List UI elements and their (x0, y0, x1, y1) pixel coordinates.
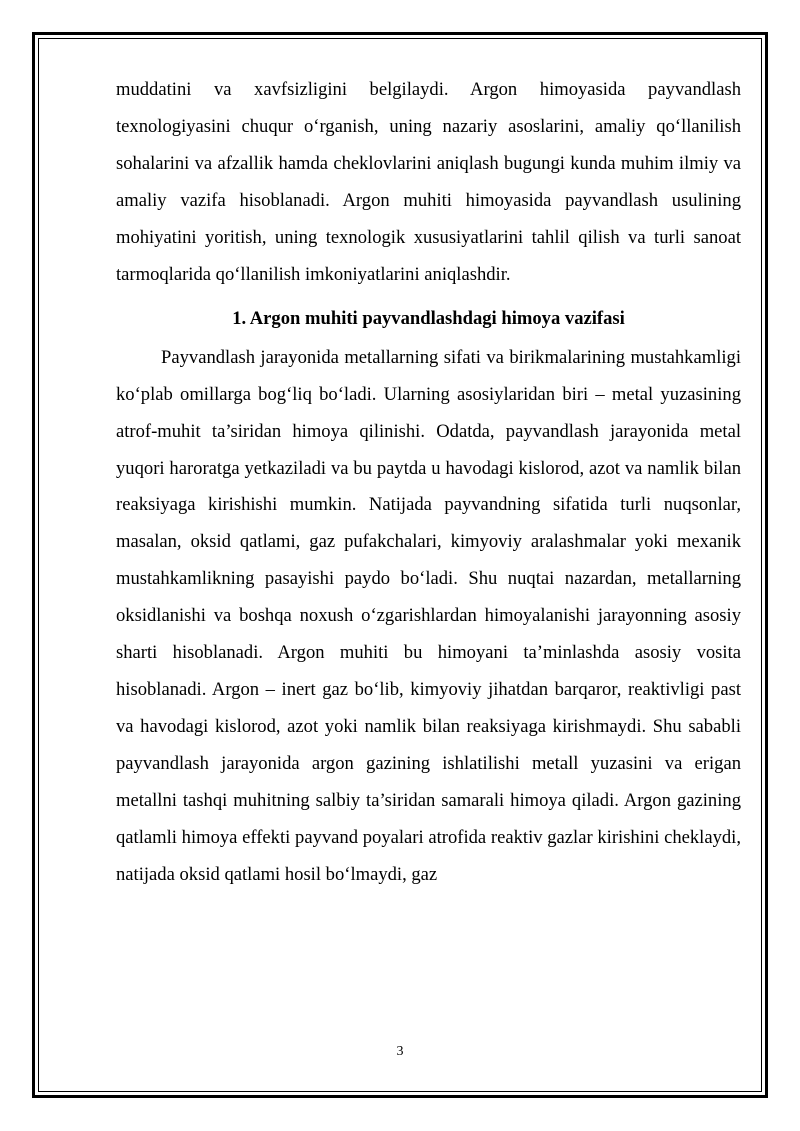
document-body (116, 72, 741, 894)
paragraph-section-1: Payvandlash jarayonida metallarning sifati va birikmalarining mustahkamligi ko‘plab omillarga bog‘liq bo‘ladi. Ularning asosiylaridan biri – metal yuzasining atrof-muhit ta’siridan himoya qilinishi. Odatda, payvandlash jarayonida metal yuqori haroratga yetkaziladi va bu paytda u havodagi kislorod, azot va namlik bilan reaksiyaga kirishishi mumkin. Natijada payvandning sifatida turli nuqsonlar, masalan, oksid qatlami, gaz pufakchalari, kimyoviy aralashmalar yoki mexanik mustahkamlikning pasayishi paydo bo‘ladi. Shu nuqtai nazardan, metallarning oksidlanishi va boshqa noxush o‘zgarishlardan himoyalanishi jarayonning asosiy sharti hisoblanadi. Argon muhiti bu himoyani ta’minlashda asosiy vosita hisoblanadi. Argon – inert gaz bo‘lib, kimyoviy jihatdan barqaror, reaktivligi past va havodagi kislorod, azot yoki namlik bilan reaksiyaga kirishmaydi. Shu sababli payvandlash jarayonida argon gazining ishlatilishi metall yuzasini va erigan metallni tashqi muhitning salbiy ta’siridan samarali himoya qiladi. Argon gazining qatlamli himoya effekti payvand poyalari atrofida reaktiv gazlar kirishini cheklaydi, natijada oksid qatlami hosil bo‘lmaydi, gaz (116, 346, 741, 886)
paragraph-intro-continuation: muddatini va xavfsizligini belgilaydi. Argon himoyasida payvandlash texnologiyasini chuqur o‘rganish, uning nazariy asoslarini, amaliy qo‘llanilish sohalarini va afzallik hamda cheklovlarini aniqlash bugungi kunda muhim ilmiy va amaliy vazifa hisoblanadi. Argon muhiti himoyasida payvandlash usulining mohiyatini yoritish, uning texnologik xususiyatlarini tahlil qilish va turli sanoat tarmoqlarida qo‘llanilish imkoniyatlarini aniqlashdir. (116, 79, 741, 285)
section-heading: 1. Argon muhiti payvandlashdagi himoya vazifasi (232, 307, 625, 329)
page-number: 3 (396, 1044, 404, 1059)
